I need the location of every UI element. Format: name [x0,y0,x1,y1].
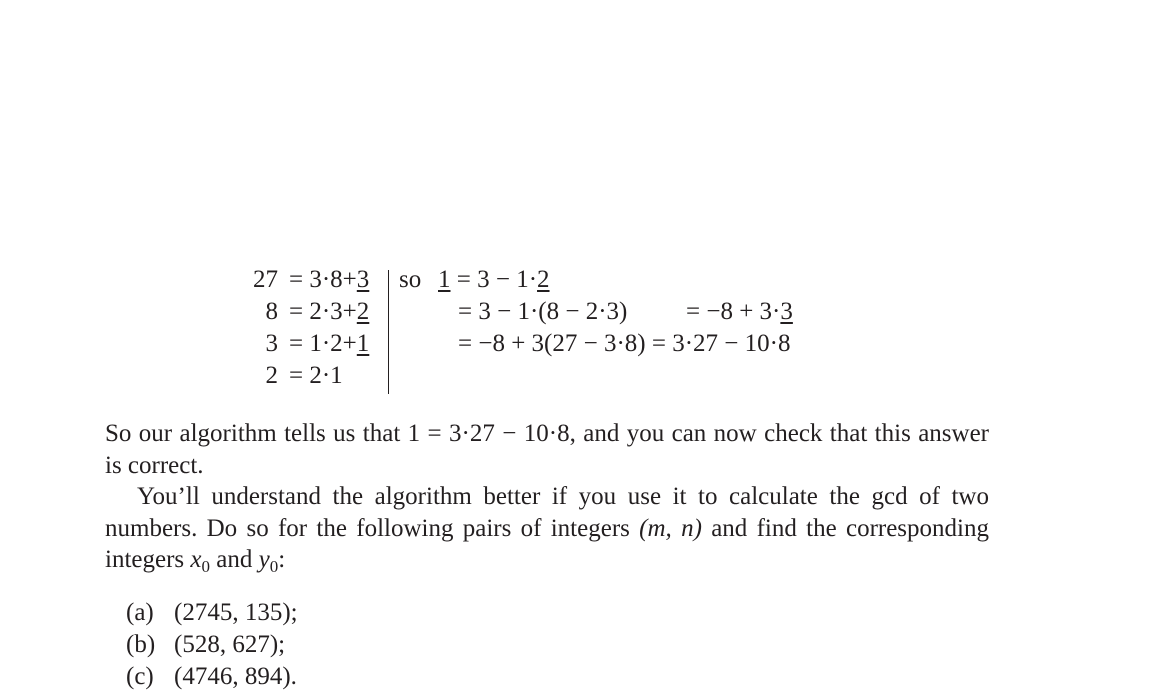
back-ul-2: 3 [780,298,793,325]
back-line-2-tail [686,296,793,328]
exercise-item [126,661,297,693]
exercise-value: (4746, 894). [174,663,297,690]
colon: : [278,546,286,573]
division-product-4: 2·1 [309,362,343,389]
x0-subscript: 0 [201,557,210,576]
remainder-3: 1 [356,330,370,357]
remainder-2: 2 [356,298,370,325]
dividend-2: 8 [265,298,278,325]
y0-subscript: 0 [269,557,279,576]
back-ul-1: 2 [537,266,550,293]
paragraph-conclusion: So our algorithm tells us that 1 = 3·27 − 10·8, and you can now check that this answer is correct. [105,420,989,479]
back-line-2: = 3 − 1·(8 − 2·3) [458,298,628,325]
pair-mn: (m, n) [639,514,702,542]
back-lhs: 1 [438,266,451,293]
paragraph-exercise-intro [105,481,989,576]
back-line-1 [438,264,550,296]
division-eq-1: = 3·8+3 [289,266,370,293]
exercise-item [126,597,298,629]
exercise-value: (2745, 135); [174,599,298,626]
dividend-3: 3 [265,330,278,357]
separator-line [388,270,389,394]
dividend-1: 27 [253,266,278,293]
division-eq-3: = 1·2+1 [289,330,370,357]
exercise-value: (528, 627); [174,631,286,658]
division-eq-2: = 2·3+2 [289,298,370,325]
x0-var: x [190,546,202,573]
y0-var: y [258,546,270,573]
exercise-item [126,629,285,661]
back-line-2-rhs: = −8 + 3· [686,298,781,325]
dividend-4: 2 [265,362,278,389]
remainder-1: 3 [356,266,370,293]
intro-text-b: and find the corresponding integers [105,514,989,573]
division-product-3: 1·2+ [309,330,357,357]
back-rhs-1: = 3 − 1· [456,266,538,293]
back-line-3: = −8 + 3(27 − 3·8) = 3·27 − 10·8 [458,330,791,357]
division-product-2: 2·3+ [309,298,357,325]
and-word: and [210,546,259,573]
so-word: so [399,266,422,293]
exercise-label: (a) [126,599,154,626]
division-product-1: 3·8+ [309,266,357,293]
intro-text-a: You’ll understand the algorithm better if you use it to calculate the gcd of two numbers. Do so for the following pairs of integers [105,483,989,542]
exercise-label: (b) [126,631,156,658]
division-eq-4: = 2·1 [289,362,343,389]
exercise-label: (c) [126,663,154,690]
